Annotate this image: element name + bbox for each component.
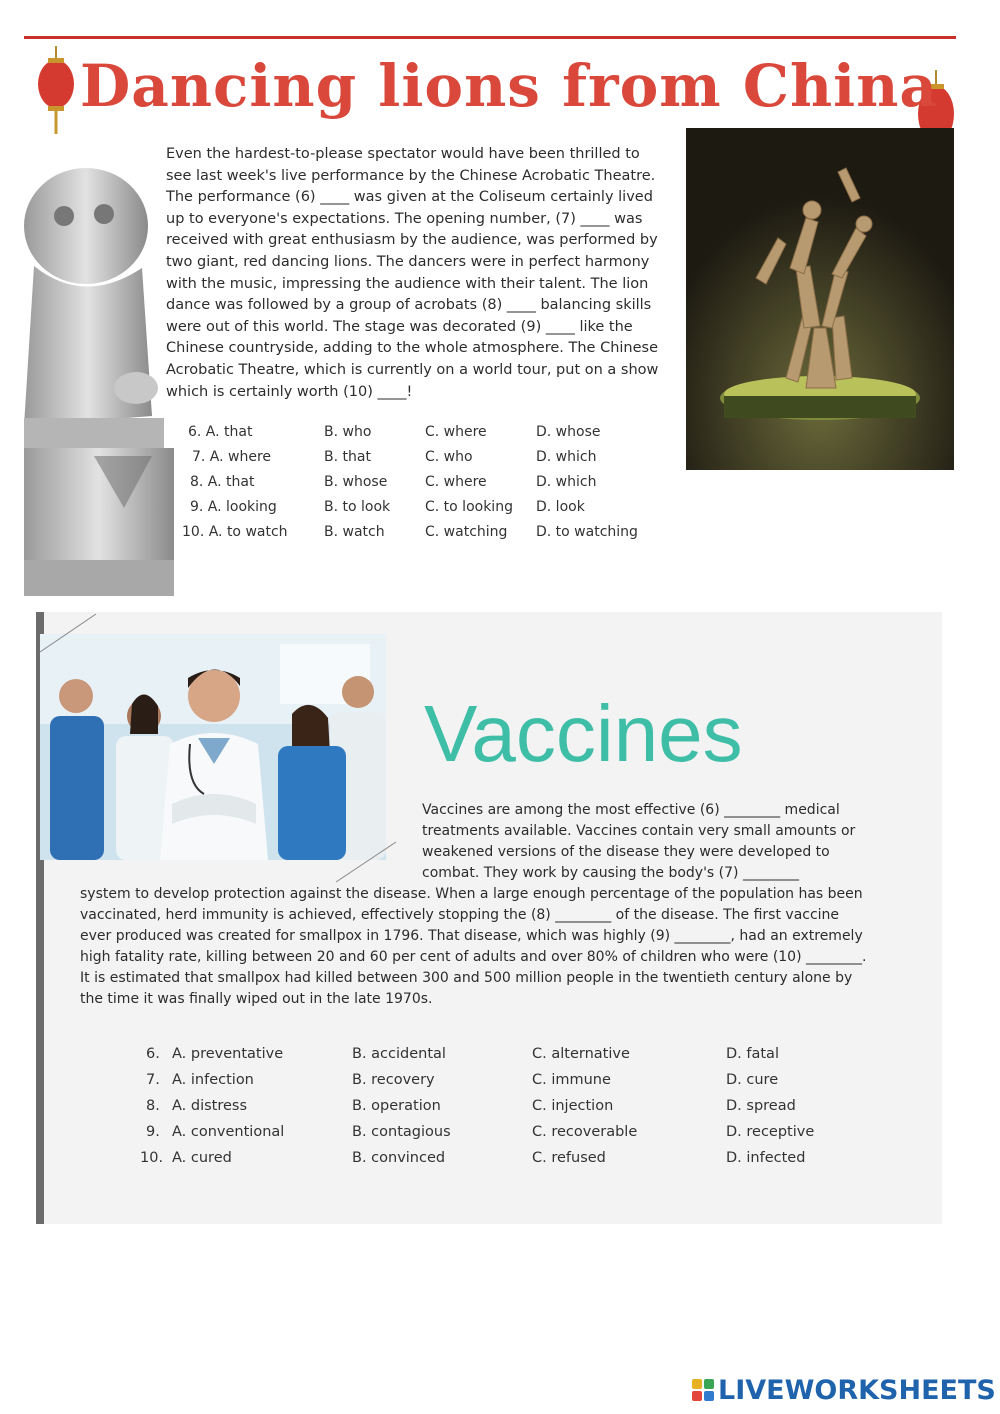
option-d[interactable]: D. receptive xyxy=(726,1124,815,1140)
option-a[interactable]: 8. A. that xyxy=(190,474,255,490)
reading-paragraph: Even the hardest-to-please spectator would have been thrilled to see last week's live performance by the Chinese Acrobatic Theatre. The performance (6) ____ was given at the Coliseum certainly lived up to everyone's expectations. The opening number, (7) ____ was received with great enthusiasm by the audience, was performed by two giant, red dancing lions. The dancers were in perfect harmony with the music, impressing the audience with their talent. The lion dance was followed by a group of acrobats (8) ____ balancing skills were out of this world. The stage was decorated (9) ____ like the Chinese countryside, adding to the whole atmosphere. The Chinese Acrobatic Theatre, which is currently on a world tour, put on a show which is certainly worth (10) ____! xyxy=(166,146,659,400)
option-row xyxy=(164,474,664,499)
option-c[interactable]: C. where xyxy=(425,424,487,440)
option-row xyxy=(164,524,664,549)
option-a[interactable]: A. cured xyxy=(172,1150,232,1166)
option-c[interactable]: C. injection xyxy=(532,1098,614,1114)
option-d[interactable]: D. look xyxy=(536,499,585,515)
option-b[interactable]: B. to look xyxy=(324,499,391,515)
option-d[interactable]: D. fatal xyxy=(726,1046,779,1062)
option-row xyxy=(140,1150,846,1176)
option-a[interactable]: 9. A. looking xyxy=(190,499,277,515)
brand-name: LIVEWORKSHEETS xyxy=(718,1374,996,1406)
section-title: Dancing lions from China xyxy=(80,52,938,120)
option-c[interactable]: C. to looking xyxy=(425,499,513,515)
corner-frame-lines xyxy=(36,612,416,892)
top-red-rule xyxy=(24,36,956,39)
option-c[interactable]: C. who xyxy=(425,449,473,465)
option-c[interactable]: C. refused xyxy=(532,1150,606,1166)
option-row xyxy=(164,424,664,449)
question-number: 7. xyxy=(146,1072,160,1088)
answer-options-table xyxy=(140,1046,846,1176)
option-d[interactable]: D. whose xyxy=(536,424,601,440)
section-title: Vaccines xyxy=(424,689,743,778)
option-a[interactable]: 7. A. where xyxy=(192,449,272,465)
option-c[interactable]: C. alternative xyxy=(532,1046,630,1062)
option-c[interactable]: C. watching xyxy=(425,524,508,540)
option-b[interactable]: B. convinced xyxy=(352,1150,446,1166)
dancing-lions-section xyxy=(24,36,956,596)
option-row xyxy=(146,1072,846,1098)
option-d[interactable]: D. which xyxy=(536,474,597,490)
option-a[interactable]: A. distress xyxy=(172,1098,248,1114)
option-row xyxy=(164,499,664,524)
option-b[interactable]: B. whose xyxy=(324,474,388,490)
option-b[interactable]: B. watch xyxy=(324,524,385,540)
option-row xyxy=(146,1124,846,1150)
question-number: 10. xyxy=(140,1150,164,1166)
reading-paragraph-bottom: system to develop protection against the disease. When a large enough percentage of the population has been vaccinated, herd immunity is achieved, effectively stopping the (8) ________ of the disease. The first vaccine ever produced was created for smallpox in 1796. That disease, which was highly (9) ________, had an extremely high fatality rate, killing between 20 and 60 per cent of adults and over 80% of children who were (10) ________. It is estimated that smallpox had killed between 300 and 500 million people in the twentieth century alone by the time it was finally wiped out in the late 1970s. xyxy=(80,886,867,1007)
option-a[interactable]: 10. A. to watch xyxy=(182,524,288,540)
question-number: 6. xyxy=(146,1046,160,1062)
option-b[interactable]: B. contagious xyxy=(352,1124,451,1140)
option-c[interactable]: C. recoverable xyxy=(532,1124,638,1140)
option-row xyxy=(164,449,664,474)
question-number: 9. xyxy=(146,1124,160,1140)
option-d[interactable]: D. to watching xyxy=(536,524,638,540)
option-a[interactable]: A. conventional xyxy=(172,1124,285,1140)
option-b[interactable]: B. accidental xyxy=(352,1046,446,1062)
question-number: 8. xyxy=(146,1098,160,1114)
option-d[interactable]: D. which xyxy=(536,449,597,465)
liveworksheets-logo-icon xyxy=(692,1379,714,1401)
answer-options-table xyxy=(164,424,664,549)
option-d[interactable]: D. spread xyxy=(726,1098,796,1114)
option-a[interactable]: A. preventative xyxy=(172,1046,284,1062)
stone-lion-statue-image xyxy=(24,156,174,596)
vaccines-section xyxy=(36,612,942,1224)
option-b[interactable]: B. recovery xyxy=(352,1072,435,1088)
liveworksheets-brand[interactable] xyxy=(692,1372,996,1408)
option-b[interactable]: B. who xyxy=(324,424,372,440)
reading-paragraph-top: Vaccines are among the most effective (6) ________ medical treatments available. Vaccines contain very small amounts or weakened versions of the disease they were developed to combat. They work by causing the body's (7) ________ xyxy=(422,802,856,881)
acrobats-photo xyxy=(686,128,954,470)
option-d[interactable]: D. cure xyxy=(726,1072,779,1088)
option-b[interactable]: B. operation xyxy=(352,1098,441,1114)
option-row xyxy=(146,1098,846,1124)
option-c[interactable]: C. immune xyxy=(532,1072,611,1088)
option-d[interactable]: D. infected xyxy=(726,1150,806,1166)
option-a[interactable]: A. infection xyxy=(172,1072,254,1088)
option-c[interactable]: C. where xyxy=(425,474,487,490)
red-lantern-icon xyxy=(34,46,78,136)
option-row xyxy=(146,1046,846,1072)
option-a[interactable]: 6. A. that xyxy=(188,424,253,440)
option-b[interactable]: B. that xyxy=(324,449,371,465)
